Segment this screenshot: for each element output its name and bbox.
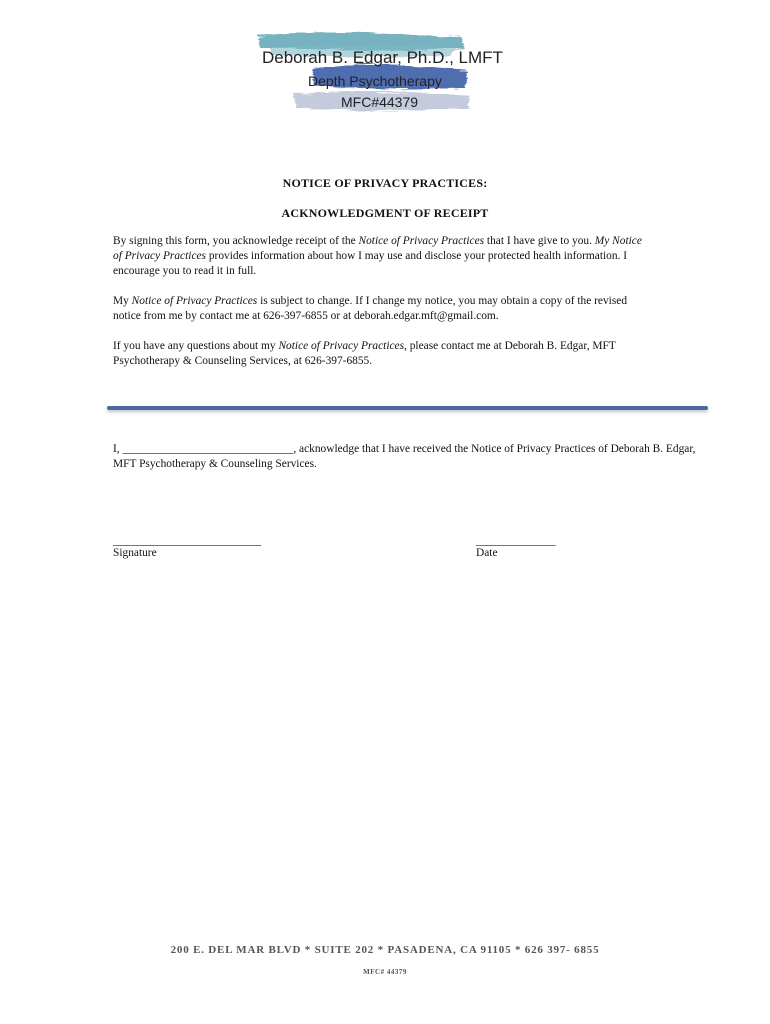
p3-emphasis-notice: Notice of Privacy Practices xyxy=(278,340,405,352)
document-subtitle: ACKNOWLEDGMENT OF RECEIPT xyxy=(281,206,489,220)
acknowledgment-statement: I, ______________________________, acknowledge that I have received the Notice of Privacy Practices of Deborah B. Edgar, MFT Psychotherapy & Counseling Services. xyxy=(113,443,696,470)
p1-text-mid: that I have give to you. xyxy=(484,235,595,247)
p3-text-end: , please contact me at Deborah B. Edgar, MFT Psychotherapy & Counseling Services, at 626-397-6855. xyxy=(113,340,616,367)
p1-emphasis-my-notice: My Notice of Privacy Practices xyxy=(113,235,642,262)
p1-emphasis-notice: Notice of Privacy Practices xyxy=(358,235,485,247)
p1-text-start: By signing this form, you acknowledge receipt of the xyxy=(113,235,359,247)
p3-text-start: If you have any questions about my xyxy=(113,340,279,352)
p2-text-start: My xyxy=(113,295,132,307)
p1-text-end: provides information about how I may use and disclose your protected health information. I encourage you to read it in full. xyxy=(113,250,628,277)
signature-line[interactable]: __________________________ xyxy=(113,535,262,547)
practitioner-name: Deborah B. Edgar, Ph.D., LMFT xyxy=(262,48,503,67)
p2-text-end: is subject to change. If I change my notice, you may obtain a copy of the revised notice from me by contact me at 626-397-6855 or at deborah.edgar.mft@gmail.com. xyxy=(113,295,628,322)
document-title: NOTICE OF PRIVACY PRACTICES: xyxy=(282,176,488,190)
paragraph-receipt xyxy=(113,234,653,279)
p2-emphasis-notice: Notice of Privacy Practices xyxy=(131,295,258,307)
footer-license: MFC# 44379 xyxy=(363,968,407,976)
paragraph-questions xyxy=(113,339,653,369)
section-divider xyxy=(107,406,708,410)
license-number: MFC#44379 xyxy=(341,94,419,110)
practice-subtitle: Depth Psychotherapy xyxy=(308,73,442,89)
signature-label: Signature xyxy=(113,547,157,559)
date-line[interactable]: ______________ xyxy=(476,535,556,547)
date-label: Date xyxy=(476,547,498,559)
paragraph-changes xyxy=(113,294,653,324)
footer-address: 200 E. DEL MAR BLVD * SUITE 202 * PASADENA, CA 91105 * 626 397- 6855 xyxy=(170,944,600,956)
